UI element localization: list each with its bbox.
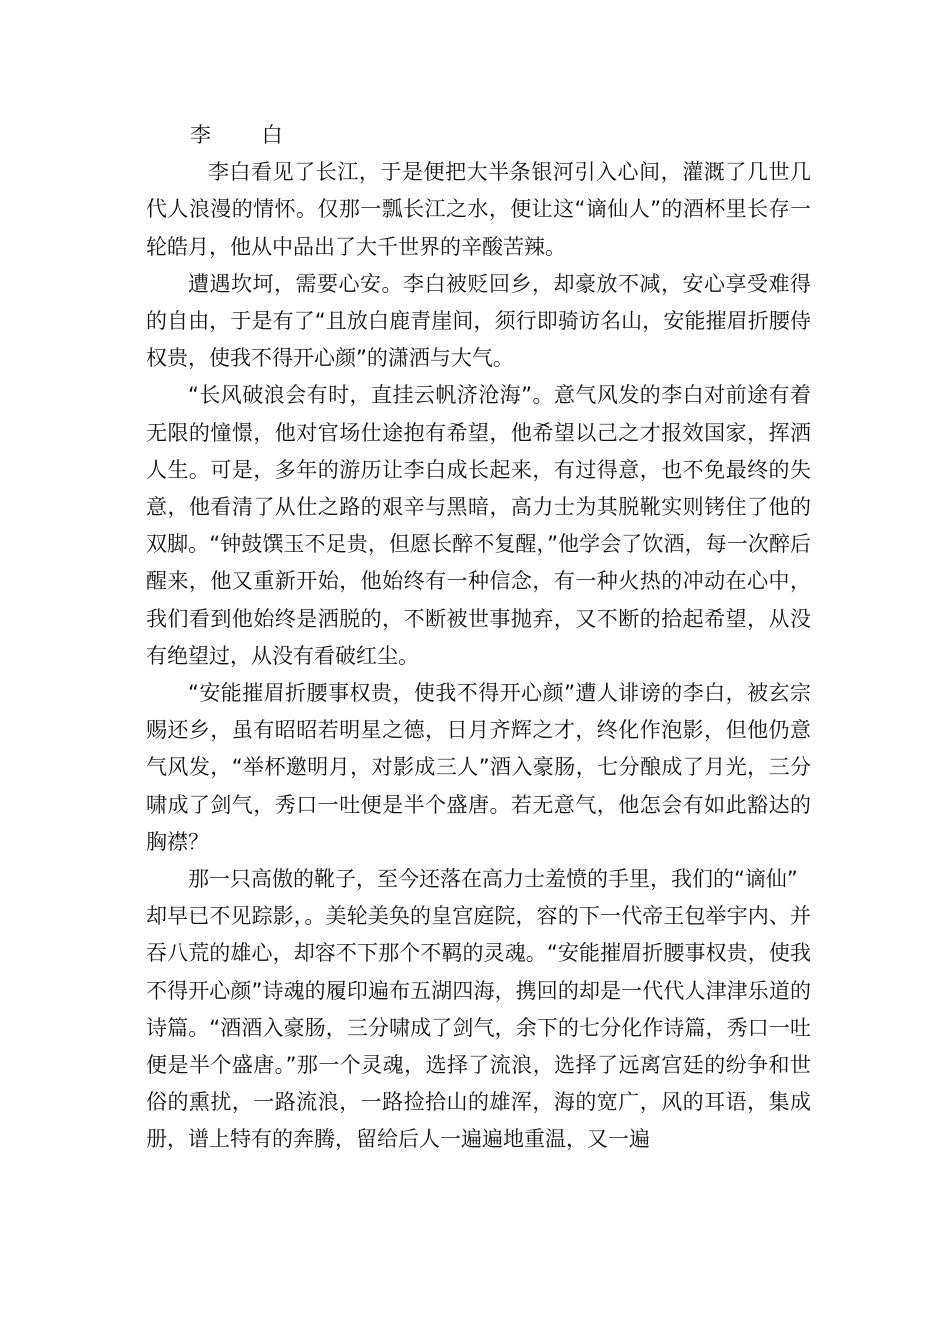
paragraph-2: 遭遇坎坷，需要心安。李白被贬回乡，却豪放不减，安心享受难得的自由，于是有了“且放白鹿青崖间，须行即骑访名山，安能摧眉折腰侍权贵，使我不得开心颜”的潇洒与大气。 (146, 271, 811, 371)
paragraph-1: 李白看见了长江，于是便把大半条银河引入心间，灌溉了几世几代人浪漫的情怀。仅那一瓢长江之水，便让这“谪仙人”的酒杯里长存一轮皓月，他从中品出了大千世界的辛酸苦辣。 (146, 160, 811, 259)
paragraph-3: “长风破浪会有时，直挂云帆济沧海”。意气风发的李白对前途有着无限的憧憬，他对官场仕途抱有希望，他希望以己之才报效国家，挥洒人生。可是，多年的游历让李白成长起来，有过得意，也不免最终的失意，他看清了从仕之路的艰辛与黑暗，高力士为其脱靴实则铐住了他的双脚。“钟鼓馔玉不足贵，但愿长醉不复醒，”他学会了饮酒，每一次醉后醒来，他又重新开始，他始终有一种信念，有一种火热的冲动在心中，我们看到他始终是洒脱的，不断被世事抛弃，又不断的拾起希望，从没有绝望过，从没有看破红尘。 (146, 383, 811, 668)
paragraph-4: “安能摧眉折腰事权贵，使我不得开心颜”遭人诽谤的李白，被玄宗赐还乡，虽有昭昭若明星之德，日月齐辉之才，终化作泡影，但他仍意气风发，“举杯邀明月，对影成三人”酒入豪肠，七分酿成了月光，三分啸成了剑气，秀口一吐便是半个盛唐。若无意气，他怎会有如此豁达的胸襟？ (146, 681, 811, 854)
essay-title: 李 白 (190, 123, 305, 147)
paragraph-5: 那一只高傲的靴子，至今还落在高力士羞愤的手里，我们的“谪仙” (188, 867, 798, 892)
essay-body (146, 117, 811, 1159)
paragraph-6: 却早已不见踪影，。美轮美奂的皇宫庭院，容的下一代帝王包举宇内、并吞八荒的雄心，却容不下那个不羁的灵魂。“安能摧眉折腰事权贵，使我不得开心颜”诗魂的履印遍布五湖四海，携回的却是一代代人津津乐道的诗篇。“酒酒入豪肠，三分啸成了剑气，余下的七分化作诗篇，秀口一吐便是半个盛唐。”那一个灵魂，选择了流浪，选择了远离宫廷的纷争和世俗的熏扰，一路流浪，一路捡拾山的雄浑，海的宽广，风的耳语，集成册，谱上特有的奔腾，留给后人一遍遍地重温，又一遍 (146, 904, 811, 1152)
